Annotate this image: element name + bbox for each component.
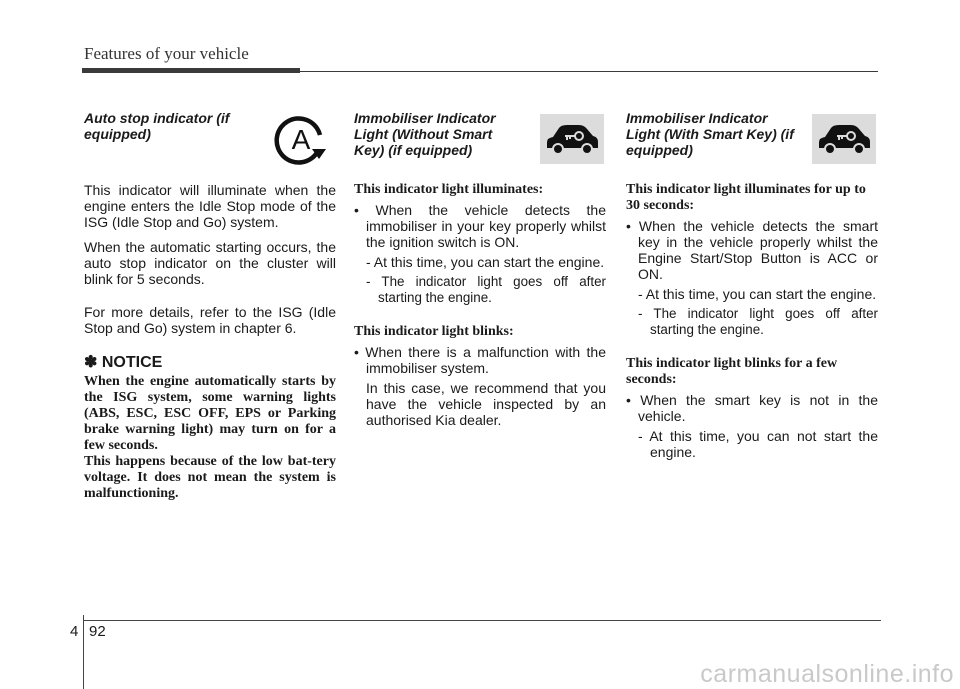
bullet-item: • When the smart key is not in the vehicle. [626, 392, 878, 424]
sub-item: - At this time, you can not start the engine. [638, 428, 878, 460]
footer-divider [83, 615, 84, 689]
immobiliser-icon [812, 114, 876, 164]
auto-stop-section [84, 110, 336, 502]
immobiliser-no-smart-key-section [354, 110, 606, 428]
paragraph: In this case, we recommend that you have the vehicle inspected by an authorised Kia dealer. [366, 380, 606, 428]
sub-item: - The indicator light goes off after starting the engine. [366, 274, 606, 305]
bullet-item: • When the vehicle detects the immobiliser in your key properly whilst the ignition switch is ON. [354, 202, 606, 250]
chapter-number: 4 [70, 623, 79, 640]
page-header-title: Features of your vehicle [84, 44, 249, 63]
footer-rule [83, 620, 881, 621]
immobiliser-smart-key-section [626, 110, 878, 460]
bullet-item: • When there is a malfunction with the immobiliser system. [354, 344, 606, 376]
paragraph: When the automatic starting occurs, the auto stop indicator on the cluster will blink for 5 seconds. [84, 239, 336, 287]
subheading: This indicator light illuminates: [354, 182, 544, 197]
sub-item: - The indicator light goes off after starting the engine. [638, 306, 878, 337]
notice-text: When the engine automatically starts by the ISG system, some warning lights (ABS, ESC, ESC OFF, EPS or Parking brake warning light) may turn on for a few seconds. [84, 374, 336, 453]
svg-text:A: A [291, 124, 311, 155]
notice-heading: ✽ NOTICE [84, 354, 163, 371]
section-title: Immobiliser Indicator Light (With Smart Key) (if equipped) [626, 110, 794, 158]
sub-item: - At this time, you can start the engine. [366, 254, 605, 270]
sub-item: - At this time, you can start the engine. [638, 286, 877, 302]
subheading: This indicator light illuminates for up to 30 seconds: [626, 182, 866, 213]
subheading: This indicator light blinks: [354, 324, 514, 339]
watermark: carmanualsonline.info [700, 660, 954, 688]
subheading: This indicator light blinks for a few seconds: [626, 356, 838, 387]
bullet-item: • When the vehicle detects the smart key in the vehicle properly whilst the Engine Start/Stop Button is ACC or ON. [626, 218, 878, 282]
section-title: Auto stop indicator (if equipped) [84, 110, 230, 142]
header-rule [82, 71, 878, 72]
paragraph: This indicator will illuminate when the engine enters the Idle Stop mode of the ISG (Idle Stop and Go) system. [84, 182, 336, 230]
page-number: 92 [89, 623, 106, 640]
immobiliser-icon [540, 114, 604, 164]
section-title: Immobiliser Indicator Light (Without Smart Key) (if equipped) [354, 110, 496, 158]
auto-stop-icon [270, 114, 334, 164]
notice-text: This happens because of the low bat-tery voltage. It does not mean the system is malfunctioning. [84, 454, 336, 501]
paragraph: For more details, refer to the ISG (Idle Stop and Go) system in chapter 6. [84, 304, 336, 336]
